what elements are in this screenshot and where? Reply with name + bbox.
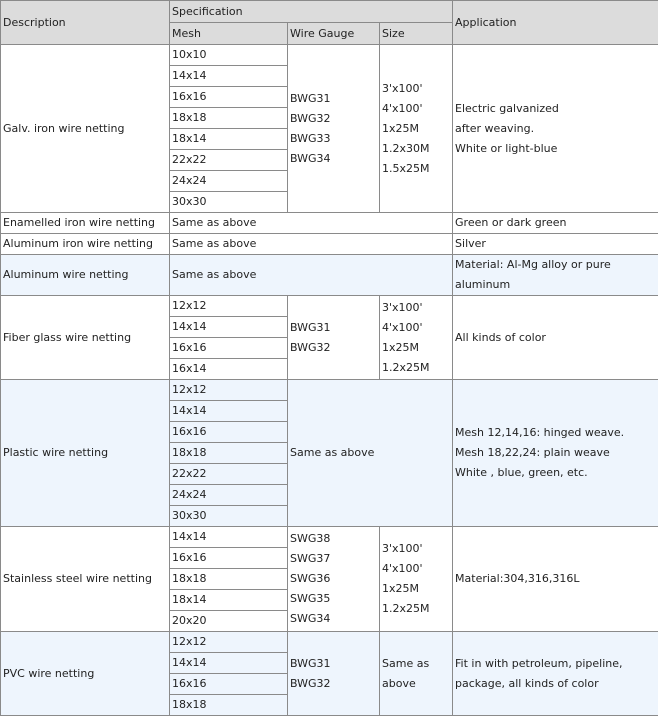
mesh-cell: 14x14 [170, 66, 288, 87]
size-line: 3'x100' [382, 539, 452, 559]
size-cell [380, 527, 453, 632]
size-line: 1x25M [382, 579, 452, 599]
application-cell [453, 632, 658, 716]
header-row [1, 1, 658, 23]
mesh-cell: 16x16 [170, 87, 288, 108]
spec-cell: Same as above [170, 234, 453, 255]
header-specification: Specification [170, 1, 453, 23]
application-cell [453, 380, 658, 527]
application-line: Electric galvanized [455, 99, 658, 119]
wire-gauge-cell [288, 527, 380, 632]
table-row [1, 296, 658, 317]
table-row [1, 213, 658, 234]
row-description: Aluminum wire netting [1, 255, 170, 296]
size-line: above [382, 674, 452, 694]
header-wire-gauge: Wire Gauge [288, 23, 380, 45]
spec-cell: Same as above [170, 213, 453, 234]
header-application: Application [453, 1, 658, 45]
mesh-cell: 18x18 [170, 695, 288, 716]
application-line: Mesh 12,14,16: hinged weave. [455, 423, 658, 443]
size-cell [380, 45, 453, 213]
size-line: 1.2x30M [382, 139, 452, 159]
application-cell [453, 255, 658, 296]
size-cell [380, 632, 453, 716]
mesh-cell: 16x16 [170, 674, 288, 695]
application-line: package, all kinds of color [455, 674, 658, 694]
mesh-cell: 14x14 [170, 527, 288, 548]
gauge-line: SWG36 [290, 569, 379, 589]
table-row [1, 45, 658, 66]
mesh-cell: 22x22 [170, 150, 288, 171]
application-cell: Silver [453, 234, 658, 255]
table-row [1, 380, 658, 401]
table-row [1, 255, 658, 296]
mesh-cell: 16x14 [170, 359, 288, 380]
header-mesh: Mesh [170, 23, 288, 45]
gauge-line: BWG33 [290, 129, 379, 149]
mesh-cell: 18x14 [170, 590, 288, 611]
mesh-cell: 20x20 [170, 611, 288, 632]
gauge-line: BWG31 [290, 654, 379, 674]
mesh-cell: 12x12 [170, 632, 288, 653]
row-description: Aluminum iron wire netting [1, 234, 170, 255]
size-line: Same as [382, 654, 452, 674]
size-cell [380, 296, 453, 380]
spec-cell: Same as above [170, 255, 453, 296]
gauge-line: BWG31 [290, 89, 379, 109]
gauge-line: BWG31 [290, 318, 379, 338]
mesh-cell: 10x10 [170, 45, 288, 66]
row-description: Stainless steel wire netting [1, 527, 170, 632]
header-size: Size [380, 23, 453, 45]
spec-cell: Same as above [288, 380, 453, 527]
row-description: Fiber glass wire netting [1, 296, 170, 380]
gauge-line: SWG34 [290, 609, 379, 629]
mesh-cell: 12x12 [170, 296, 288, 317]
gauge-line: SWG35 [290, 589, 379, 609]
size-line: 1.5x25M [382, 159, 452, 179]
application-cell: Green or dark green [453, 213, 658, 234]
application-line: Material: Al-Mg alloy or pure [455, 255, 658, 275]
mesh-cell: 22x22 [170, 464, 288, 485]
application-line: Mesh 18,22,24: plain weave [455, 443, 658, 463]
mesh-cell: 14x14 [170, 653, 288, 674]
gauge-line: BWG32 [290, 109, 379, 129]
row-description: Enamelled iron wire netting [1, 213, 170, 234]
table-row [1, 234, 658, 255]
mesh-cell: 24x24 [170, 485, 288, 506]
mesh-cell: 24x24 [170, 171, 288, 192]
size-line: 1x25M [382, 119, 452, 139]
mesh-cell: 16x16 [170, 338, 288, 359]
application-cell: Material:304,316,316L [453, 527, 658, 632]
mesh-cell: 14x14 [170, 317, 288, 338]
application-line: White or light-blue [455, 139, 658, 159]
header-description: Description [1, 1, 170, 45]
mesh-cell: 16x16 [170, 548, 288, 569]
mesh-cell: 18x18 [170, 569, 288, 590]
size-line: 3'x100' [382, 79, 452, 99]
row-description: PVC wire netting [1, 632, 170, 716]
mesh-cell: 16x16 [170, 422, 288, 443]
wire-gauge-cell [288, 45, 380, 213]
row-description: Galv. iron wire netting [1, 45, 170, 213]
gauge-line: BWG32 [290, 338, 379, 358]
wire-gauge-cell [288, 296, 380, 380]
size-line: 4'x100' [382, 318, 452, 338]
application-line: White , blue, green, etc. [455, 463, 658, 483]
mesh-cell: 12x12 [170, 380, 288, 401]
wire-gauge-cell [288, 632, 380, 716]
size-line: 1.2x25M [382, 358, 452, 378]
application-cell: All kinds of color [453, 296, 658, 380]
size-line: 3'x100' [382, 298, 452, 318]
size-line: 1x25M [382, 338, 452, 358]
row-description: Plastic wire netting [1, 380, 170, 527]
mesh-cell: 30x30 [170, 192, 288, 213]
gauge-line: SWG38 [290, 529, 379, 549]
gauge-line: SWG37 [290, 549, 379, 569]
application-cell [453, 45, 658, 213]
gauge-line: BWG32 [290, 674, 379, 694]
application-line: aluminum [455, 275, 658, 295]
application-line: after weaving. [455, 119, 658, 139]
mesh-cell: 18x18 [170, 443, 288, 464]
size-line: 4'x100' [382, 559, 452, 579]
table-row [1, 632, 658, 653]
table-row [1, 527, 658, 548]
mesh-cell: 14x14 [170, 401, 288, 422]
mesh-cell: 18x18 [170, 108, 288, 129]
size-line: 1.2x25M [382, 599, 452, 619]
gauge-line: BWG34 [290, 149, 379, 169]
size-line: 4'x100' [382, 99, 452, 119]
mesh-cell: 18x14 [170, 129, 288, 150]
mesh-cell: 30x30 [170, 506, 288, 527]
application-line: Fit in with petroleum, pipeline, [455, 654, 658, 674]
